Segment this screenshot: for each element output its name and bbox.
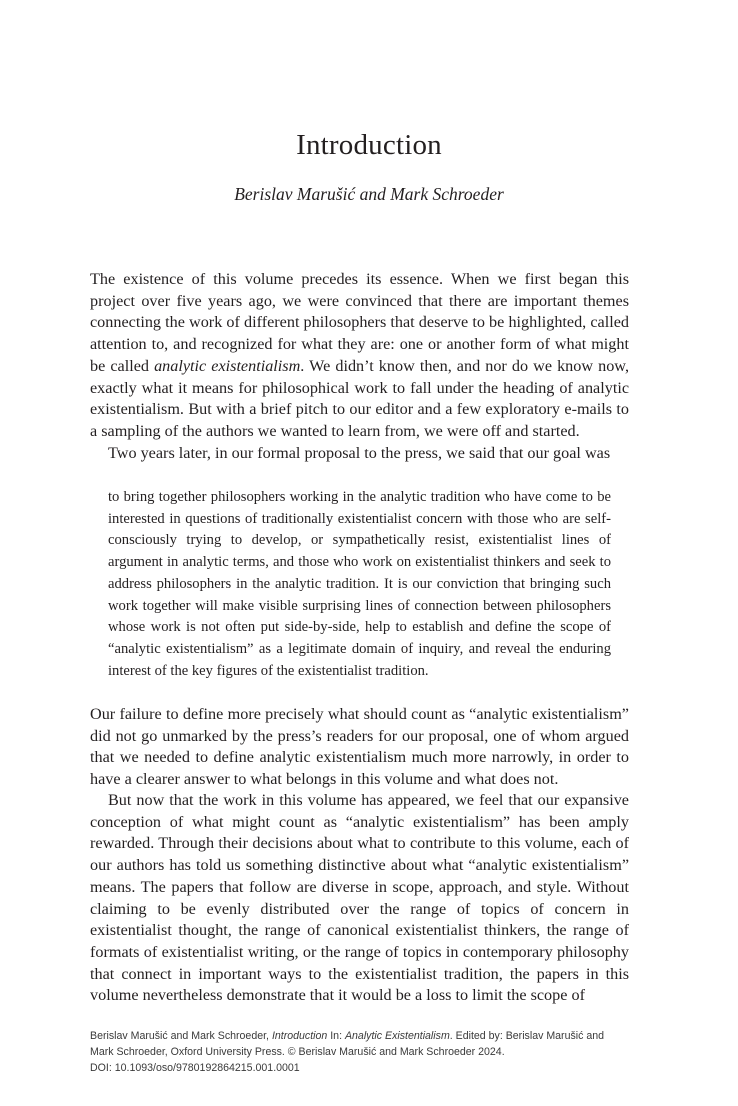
citation-footer [90,1028,650,1076]
block-quote-text: to bring together philosophers working in the analytic tradition who have come to be interested in questions of traditionally existentialist concern with those who are self-consciously trying to develop, or sympathetically resist, existentialist lines of argument in analytic terms, and those who work on existentialist thinkers and seek to address philosophers in the analytic tradition. It is our conviction that bringing such work together will make visible surprising lines of connection between philosophers whose work is not often put side-by-side, help to establish and define the scope of “analytic existentialism” as a legitimate domain of inquiry, and reveal the enduring interest of the key figures of the existentialist tradition. [108,489,611,679]
body-paragraph [90,269,629,443]
emphasized-term: analytic existentialism [154,356,301,375]
body-paragraph [90,704,629,791]
paragraph-text: Two years later, in our formal proposal to the press, we said that our goal was [108,444,611,462]
citation-line-2: Mark Schroeder, Oxford University Press. © Berislav Marušić and Mark Schroeder 2024. [90,1046,505,1058]
body-paragraph [90,443,629,465]
citation-line-1 [90,1028,650,1044]
block-quote [108,487,611,682]
chapter-title: Introduction [296,129,442,161]
paragraph-text: . We didn’t know then, and nor do we know now, exactly what it means for philosophical work to fall under the heading of analytic existentialism. But with a brief pitch to our editor and a few exploratory e-mails to a sampling of the authors we wanted to learn from, we were off and started. [90,356,629,440]
body-paragraph [90,790,629,1007]
paragraph-text: The existence of this volume precedes its essence. When we first began this project over five years ago, we were convinced that there are important themes connecting the work of different philosophers that deserve to be highlighted, called attention to, and recognized for what they are: one or another form of what might be called [90,270,629,375]
paragraph-text: Our failure to define more precisely what should count as “analytic existentialism” did not go unmarked by the press’s readers for our proposal, one of whom argued that we needed to define analytic existentialism much more narrowly, in order to have a clearer answer to what belongs in this volume and what does not. [90,705,629,789]
citation-book-title: Analytic Existentialism [344,1030,450,1042]
citation-in-label: In: [327,1030,345,1042]
citation-edited-by: . Edited by: Berislav Marušić and [449,1030,605,1042]
citation-authors: Berislav Marušić and Mark Schroeder, [90,1030,272,1042]
citation-doi: DOI: 10.1093/oso/9780192864215.001.0001 [90,1062,300,1074]
chapter-authors: Berislav Marušić and Mark Schroeder [234,184,504,204]
citation-chapter-title: Introduction [271,1030,328,1042]
paragraph-text: But now that the work in this volume has appeared, we feel that our expansive conception of what might count as “analytic existentialism” has been amply rewarded. Through their decisions about what to contribute to this volume, each of our authors has told us something distinctive about what “analytic existentialism” means. The papers that follow are diverse in scope, approach, and style. Without claiming to be evenly distributed over the range of topics of concern in existentialist thought, the range of canonical existentialist thinkers, the range of formats of existentialist writing, or the range of topics in contemporary philosophy that connect in important ways to the existentialist tradition, the papers in this volume nevertheless demonstrate that it would be a loss to limit the scope of [90,791,629,1005]
